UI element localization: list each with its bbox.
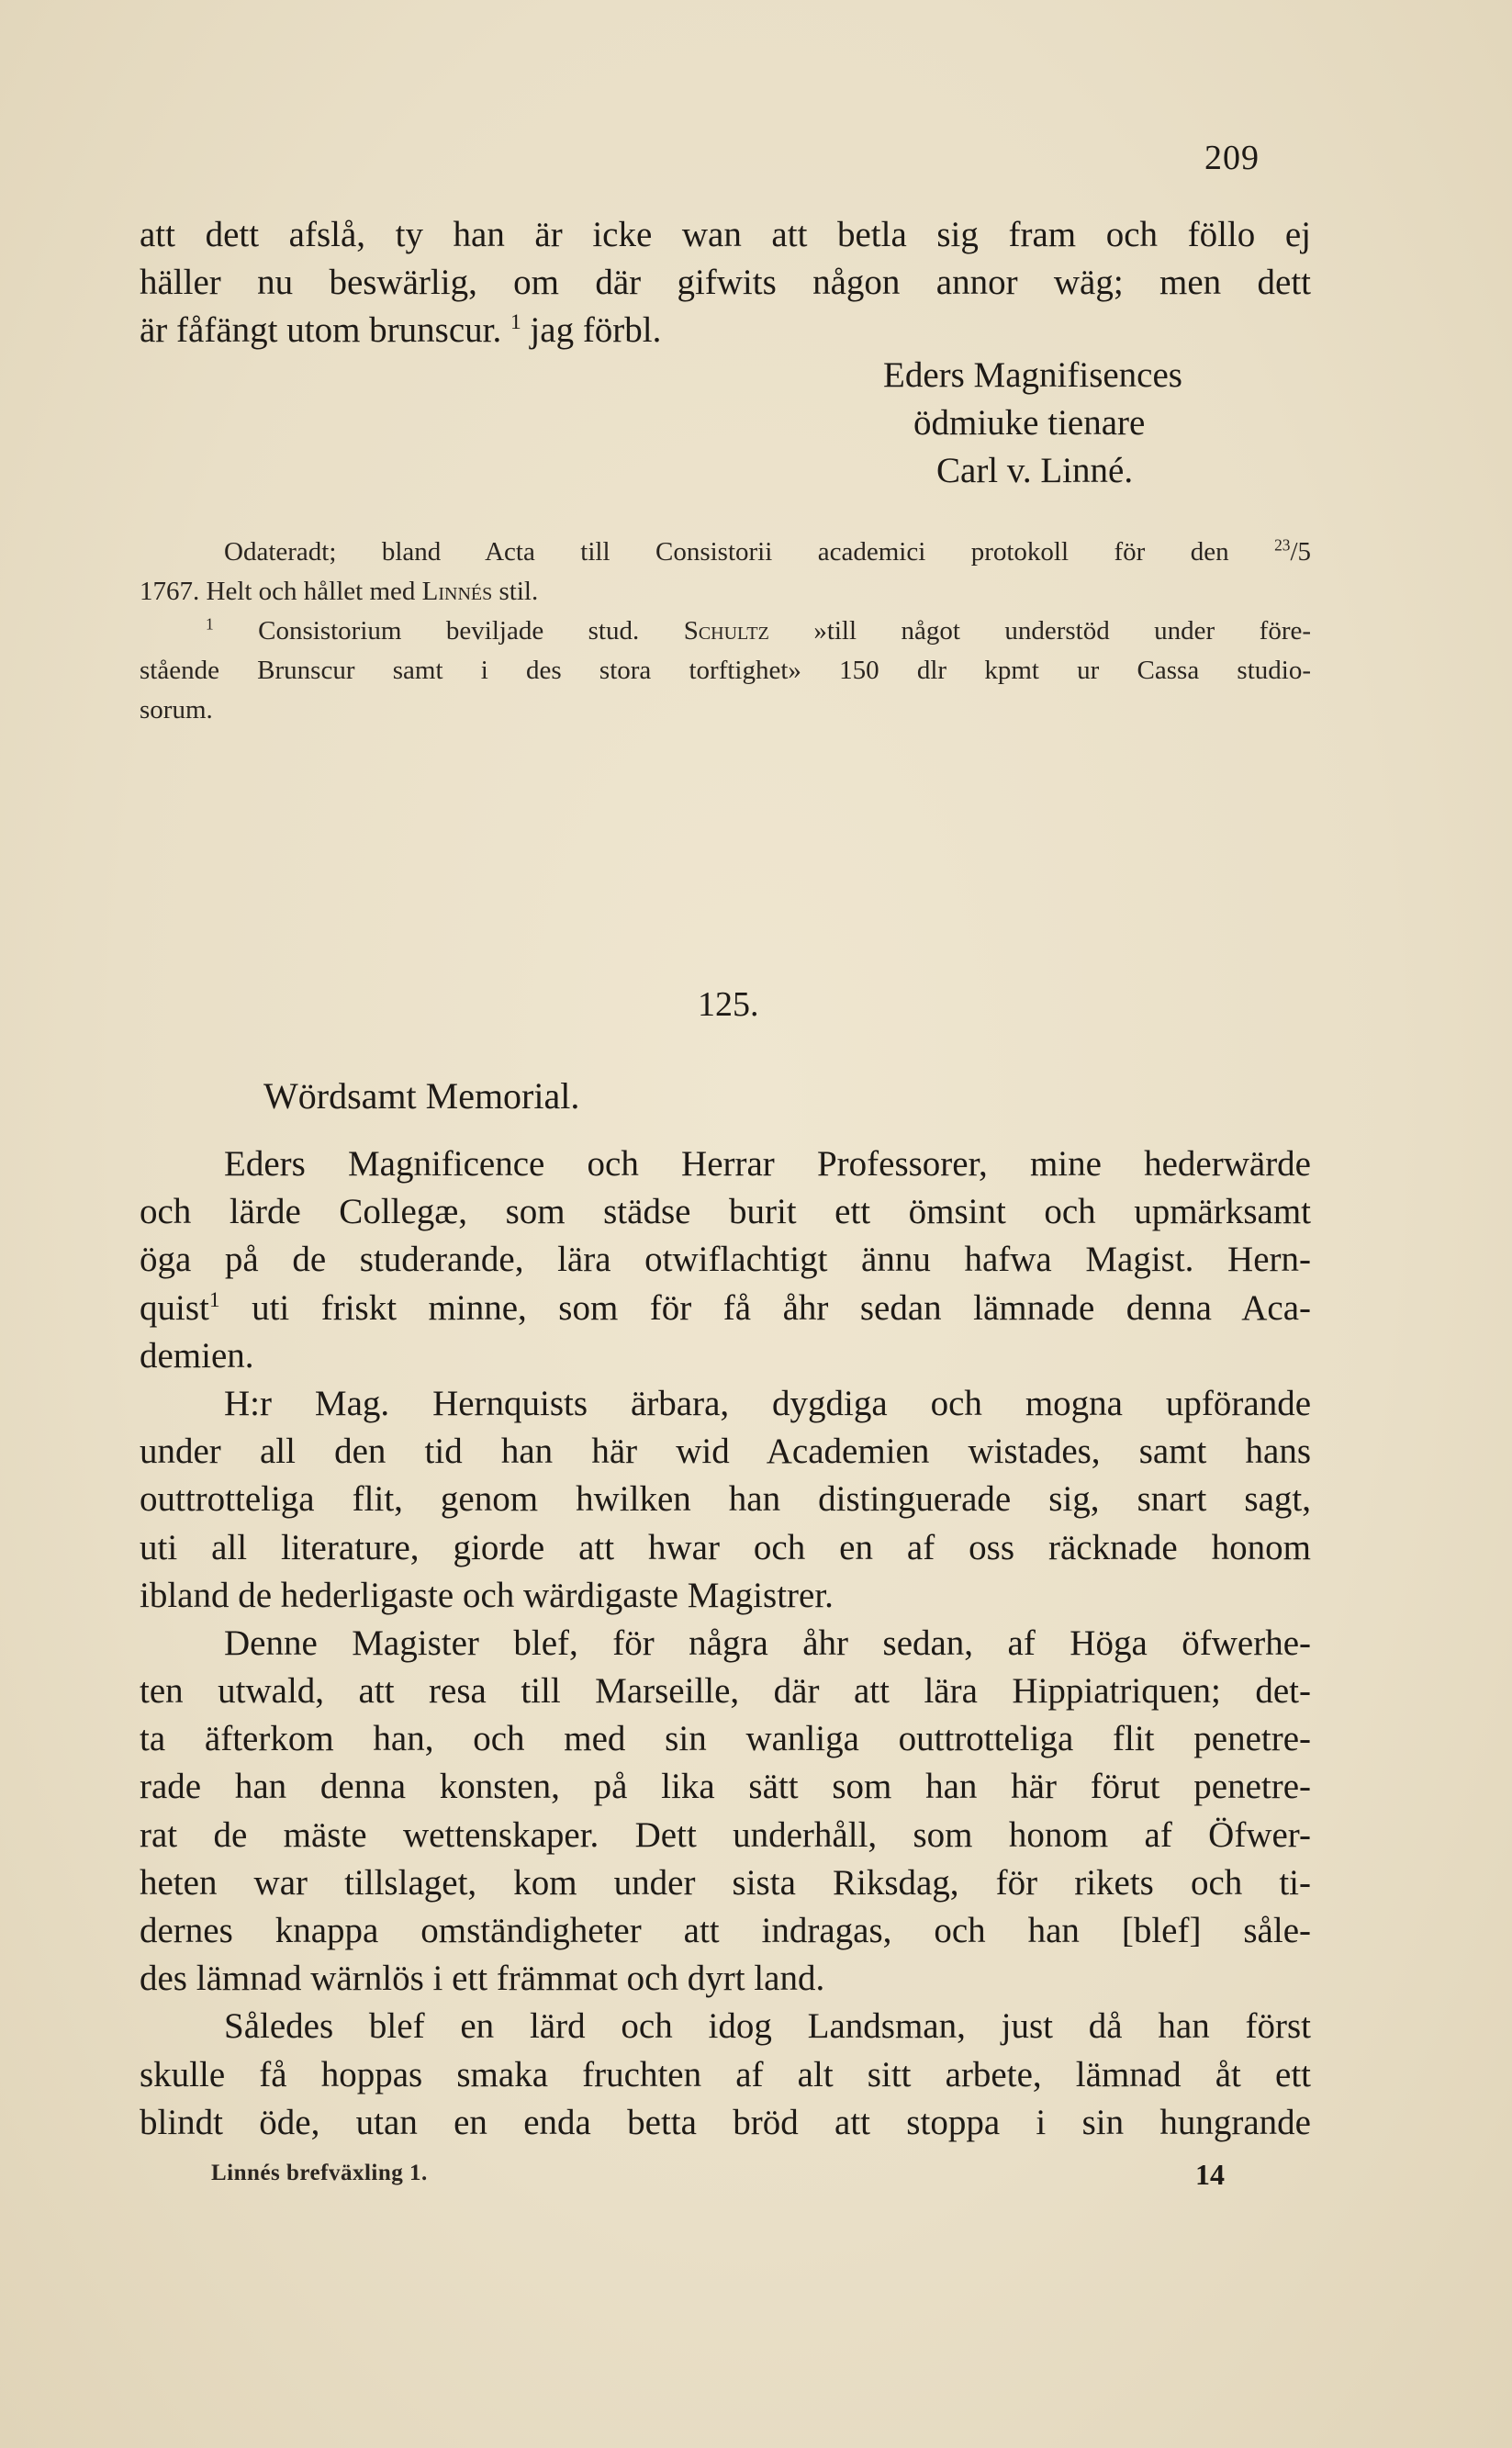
signature: Carl v. Linné.: [936, 451, 1134, 490]
paragraph-line: under all den tid han här wid Academien wistades, samt hans: [140, 1432, 1311, 1472]
paragraph-line: demien.: [140, 1335, 254, 1376]
paragraph-line: blindt öde, utan en enda betta bröd att stoppa i sin hungrande: [140, 2102, 1311, 2142]
paragraph-line: skulle få hoppas smaka fruchten af alt sitt arbete, lämnad åt ett: [140, 2054, 1311, 2094]
document-heading: Wördsamt Memorial.: [263, 1075, 580, 1117]
paragraph-line: Denne Magister blef, för några åhr sedan, af Höga öfwerhe-: [224, 1623, 1311, 1663]
memorial-text: [140, 1140, 1311, 2147]
editorial-notes: [140, 533, 1311, 730]
paragraph-line: outtrotteliga flit, genom hwilken han distinguerade sig, snart sagt,: [140, 1479, 1311, 1520]
paragraph-line: öga på de studerande, lära otwiflachtigt ännu hafwa Magist. Hern-: [140, 1240, 1311, 1280]
paragraph-line: Således blef en lärd och idog Landsman, just då han först: [224, 2006, 1311, 2047]
document-number: 125.: [698, 985, 759, 1024]
paragraph-line: Eders Magnificence och Herrar Professorer, mine hederwärde: [224, 1144, 1311, 1184]
page-number: 209: [1204, 139, 1260, 177]
footnote-mark: 1: [206, 614, 214, 634]
closing-phrase: ödmiuke tienare: [913, 403, 1146, 443]
paragraph-line: rat de mäste wettenskaper. Dett underhåll, som honom af Öfwer-: [140, 1814, 1311, 1855]
closing-salutation: Eders Magnifisences: [883, 355, 1182, 395]
footnote-line: $^1$ Consistorium beviljade stud. Schultz »till något understöd under före-: [206, 614, 1312, 646]
note-reference: 1: [510, 310, 521, 334]
footnote-line: stående Brunscur samt i des stora torftighet» 150 dlr kpmt ur Cassa studio-: [140, 656, 1311, 685]
paragraph-line: ta äfterkom han, och med sin wanliga outtrotteliga flit penetre-: [140, 1719, 1311, 1759]
footnote-line: sorum.: [140, 695, 213, 724]
paragraph-line: des lämnad wärnlös i ett främmat och dyrt land.: [140, 1959, 825, 1999]
letter-end: [140, 211, 1311, 354]
paragraph-line: heten war tillslaget, kom under sista Riksdag, för rikets och ti-: [140, 1862, 1311, 1903]
paragraph-line: ten utwald, att resa till Marseille, där att lära Hippiatriquen; det-: [140, 1671, 1311, 1712]
paragraph-line: quist$^1$ uti friskt minne, som för få åhr sedan lämnade denna Aca-: [140, 1287, 1311, 1328]
signature-mark: 14: [1195, 2158, 1225, 2191]
letter-line: är fåfängt utom brunscur. $^1$ jag förbl.: [140, 310, 662, 350]
running-footer-title: Linnés brefväxling 1.: [211, 2161, 428, 2185]
letter-line: häller nu beswärlig, om där gifwits någon annor wäg; men dett: [140, 263, 1311, 302]
source-note-line: 1767. Helt och hållet med Linnés stil.: [140, 577, 539, 606]
paragraph-line: rade han denna konsten, på lika sätt som han här förut penetre-: [140, 1767, 1311, 1807]
paragraph-line: och lärde Collegæ, som städse burit ett ömsint och upmärksamt: [140, 1192, 1311, 1232]
source-note-line: Odateradt; bland Acta till Consistorii academici protokoll för den $^{23}$/5: [224, 535, 1312, 567]
paragraph-line: dernes knappa omständigheter att indragas, och han [blef] såle-: [140, 1911, 1311, 1950]
paragraph-line: uti all literature, giorde att hwar och en af oss räcknade honom: [140, 1527, 1311, 1567]
paragraph-line: H:r Mag. Hernquists ärbara, dygdiga och mogna upförande: [224, 1383, 1311, 1423]
paragraph-line: ibland de hederligaste och wärdigaste Magistrer.: [140, 1575, 834, 1615]
note-reference: 1: [208, 1287, 220, 1312]
letter-line: att dett afslå, ty han är icke wan att betla sig fram och föllo ej: [140, 215, 1311, 254]
